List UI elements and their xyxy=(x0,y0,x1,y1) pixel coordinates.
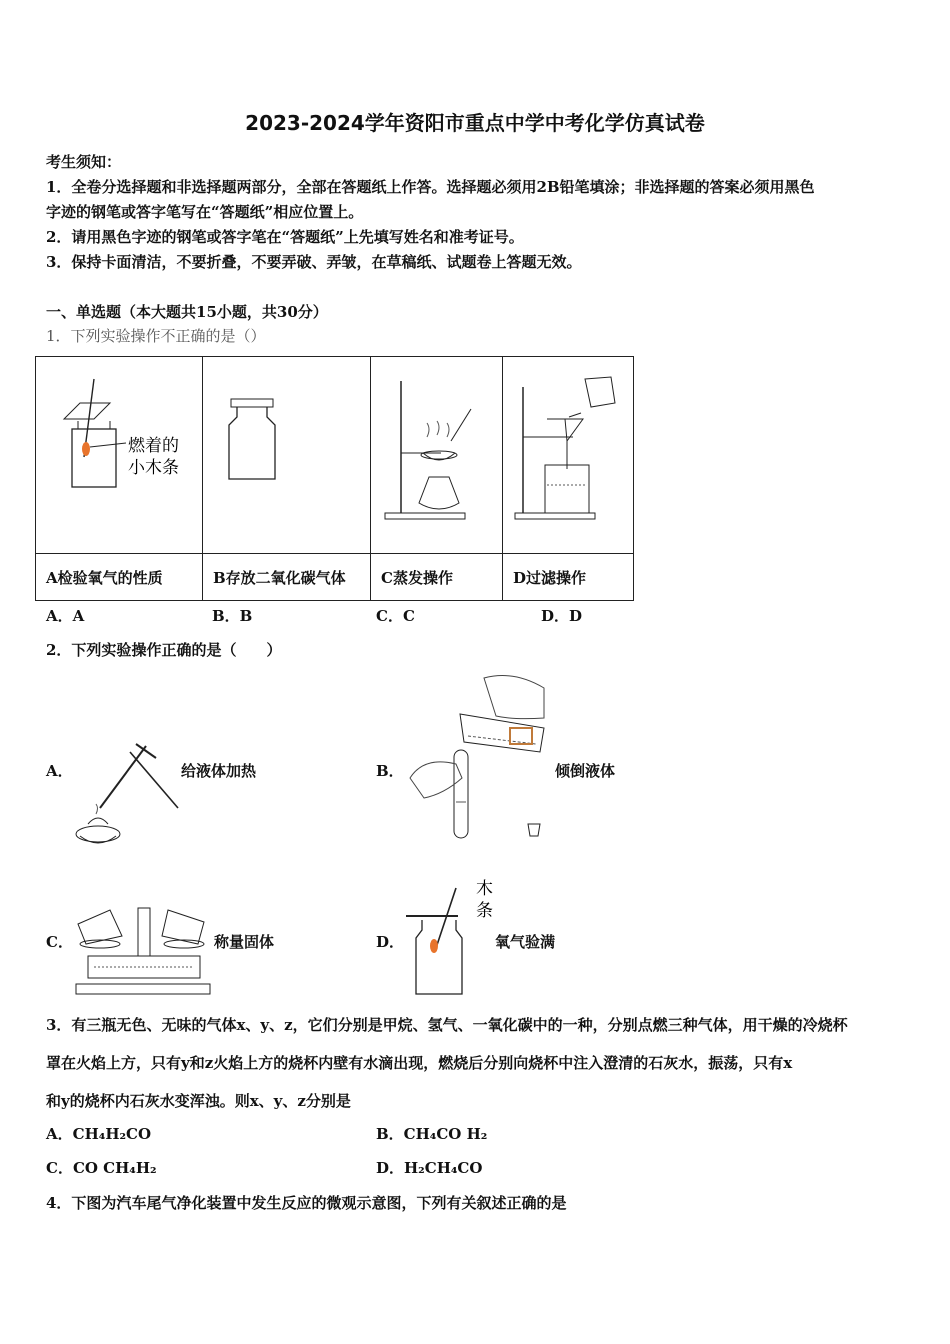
stick-label-1: 木 xyxy=(476,879,493,899)
q1-image-d xyxy=(503,357,634,554)
q3-stem-line-2: 罩在火焰上方，只有y和z火焰上方的烧杯内壁有水滴出现，燃烧后分别向烧杯中注入澄清的石灰水，振荡，只有x xyxy=(46,1054,793,1072)
q1-option-d: D．D xyxy=(541,607,583,625)
q1-cell-b: B存放二氧化碳气体 xyxy=(203,554,371,601)
oxygen-full-test-figure xyxy=(404,876,500,996)
filtration-figure xyxy=(503,357,633,553)
q2-option-b-letter: B． xyxy=(376,762,404,780)
q3-option-d: D．H₂CH₄CO xyxy=(376,1159,483,1177)
q4-stem: 4．下图为汽车尾气净化装置中发生反应的微观示意图，下列有关叙述正确的是 xyxy=(46,1194,567,1212)
balance-figure xyxy=(74,904,214,996)
q3-option-a: A．CH₄H₂CO xyxy=(46,1125,152,1143)
section-heading: 一、单选题（本大题共15小题，共30分） xyxy=(46,303,328,321)
stick-label-2: 条 xyxy=(476,901,493,921)
heat-liquid-figure xyxy=(70,738,182,850)
pour-liquid-figure xyxy=(404,668,554,848)
q2-option-a-text: 给液体加热 xyxy=(181,762,257,780)
q2-option-d-letter: D． xyxy=(376,933,405,951)
q3-option-c: C．CO CH₄H₂ xyxy=(46,1159,157,1177)
q1-option-c: C．C xyxy=(376,607,415,625)
q3-stem-line-3: 和y的烧杯内石灰水变浑浊。则x、y、z分别是 xyxy=(46,1092,351,1110)
oxygen-test-figure xyxy=(36,357,202,553)
notice-item-3: 3．保持卡面清洁，不要折叠，不要弄破、弄皱，在草稿纸、试题卷上答题无效。 xyxy=(46,253,582,271)
page-title: 2023-2024学年资阳市重点中学中考化学仿真试卷 xyxy=(245,111,705,135)
q1-option-a: A．A xyxy=(46,607,85,625)
notice-heading: 考生须知： xyxy=(46,153,122,171)
q1-cell-a: A检验氧气的性质 xyxy=(36,554,203,601)
q2-option-a-letter: A． xyxy=(46,762,73,780)
q1-image-a xyxy=(36,357,203,554)
q1-image-b xyxy=(203,357,371,554)
q2-option-b-text: 倾倒液体 xyxy=(555,762,616,780)
q2-option-c-text: 称量固体 xyxy=(214,933,275,951)
q1-cell-c: C蒸发操作 xyxy=(371,554,503,601)
q1-image-c xyxy=(371,357,503,554)
q1-cell-d: D过滤操作 xyxy=(503,554,634,601)
notice-item-1: 1．全卷分选择题和非选择题两部分，全部在答题纸上作答。选择题必须用2B铅笔填涂；非选择题的答案必须用黑色 xyxy=(46,178,815,196)
notice-item-1-cont: 字迹的钢笔或答字笔写在“答题纸”相应位置上。 xyxy=(46,203,364,221)
q2-stem: 2．下列实验操作正确的是（ ） xyxy=(46,641,282,659)
q1-option-b: B．B xyxy=(212,607,253,625)
q3-stem-line-1: 3．有三瓶无色、无味的气体x、y、z，它们分别是甲烷、氢气、一氧化碳中的一种，分别点燃三种气体，用干燥的冷烧杯 xyxy=(46,1016,848,1034)
q1-table xyxy=(35,356,634,601)
q2-option-c-letter: C． xyxy=(46,933,73,951)
burning-stick-label-2: 小木条 xyxy=(128,458,179,478)
notice-item-2: 2．请用黑色字迹的钢笔或答字笔在“答题纸”上先填写姓名和准考证号。 xyxy=(46,228,524,246)
evaporation-figure xyxy=(371,357,502,553)
gas-bottle-figure xyxy=(203,357,370,553)
q1-stem: 1．下列实验操作不正确的是（） xyxy=(46,327,266,345)
burning-stick-label-1: 燃着的 xyxy=(128,436,179,456)
q3-option-b: B．CH₄CO H₂ xyxy=(376,1125,488,1143)
q2-option-d-text: 氧气验满 xyxy=(495,933,556,951)
